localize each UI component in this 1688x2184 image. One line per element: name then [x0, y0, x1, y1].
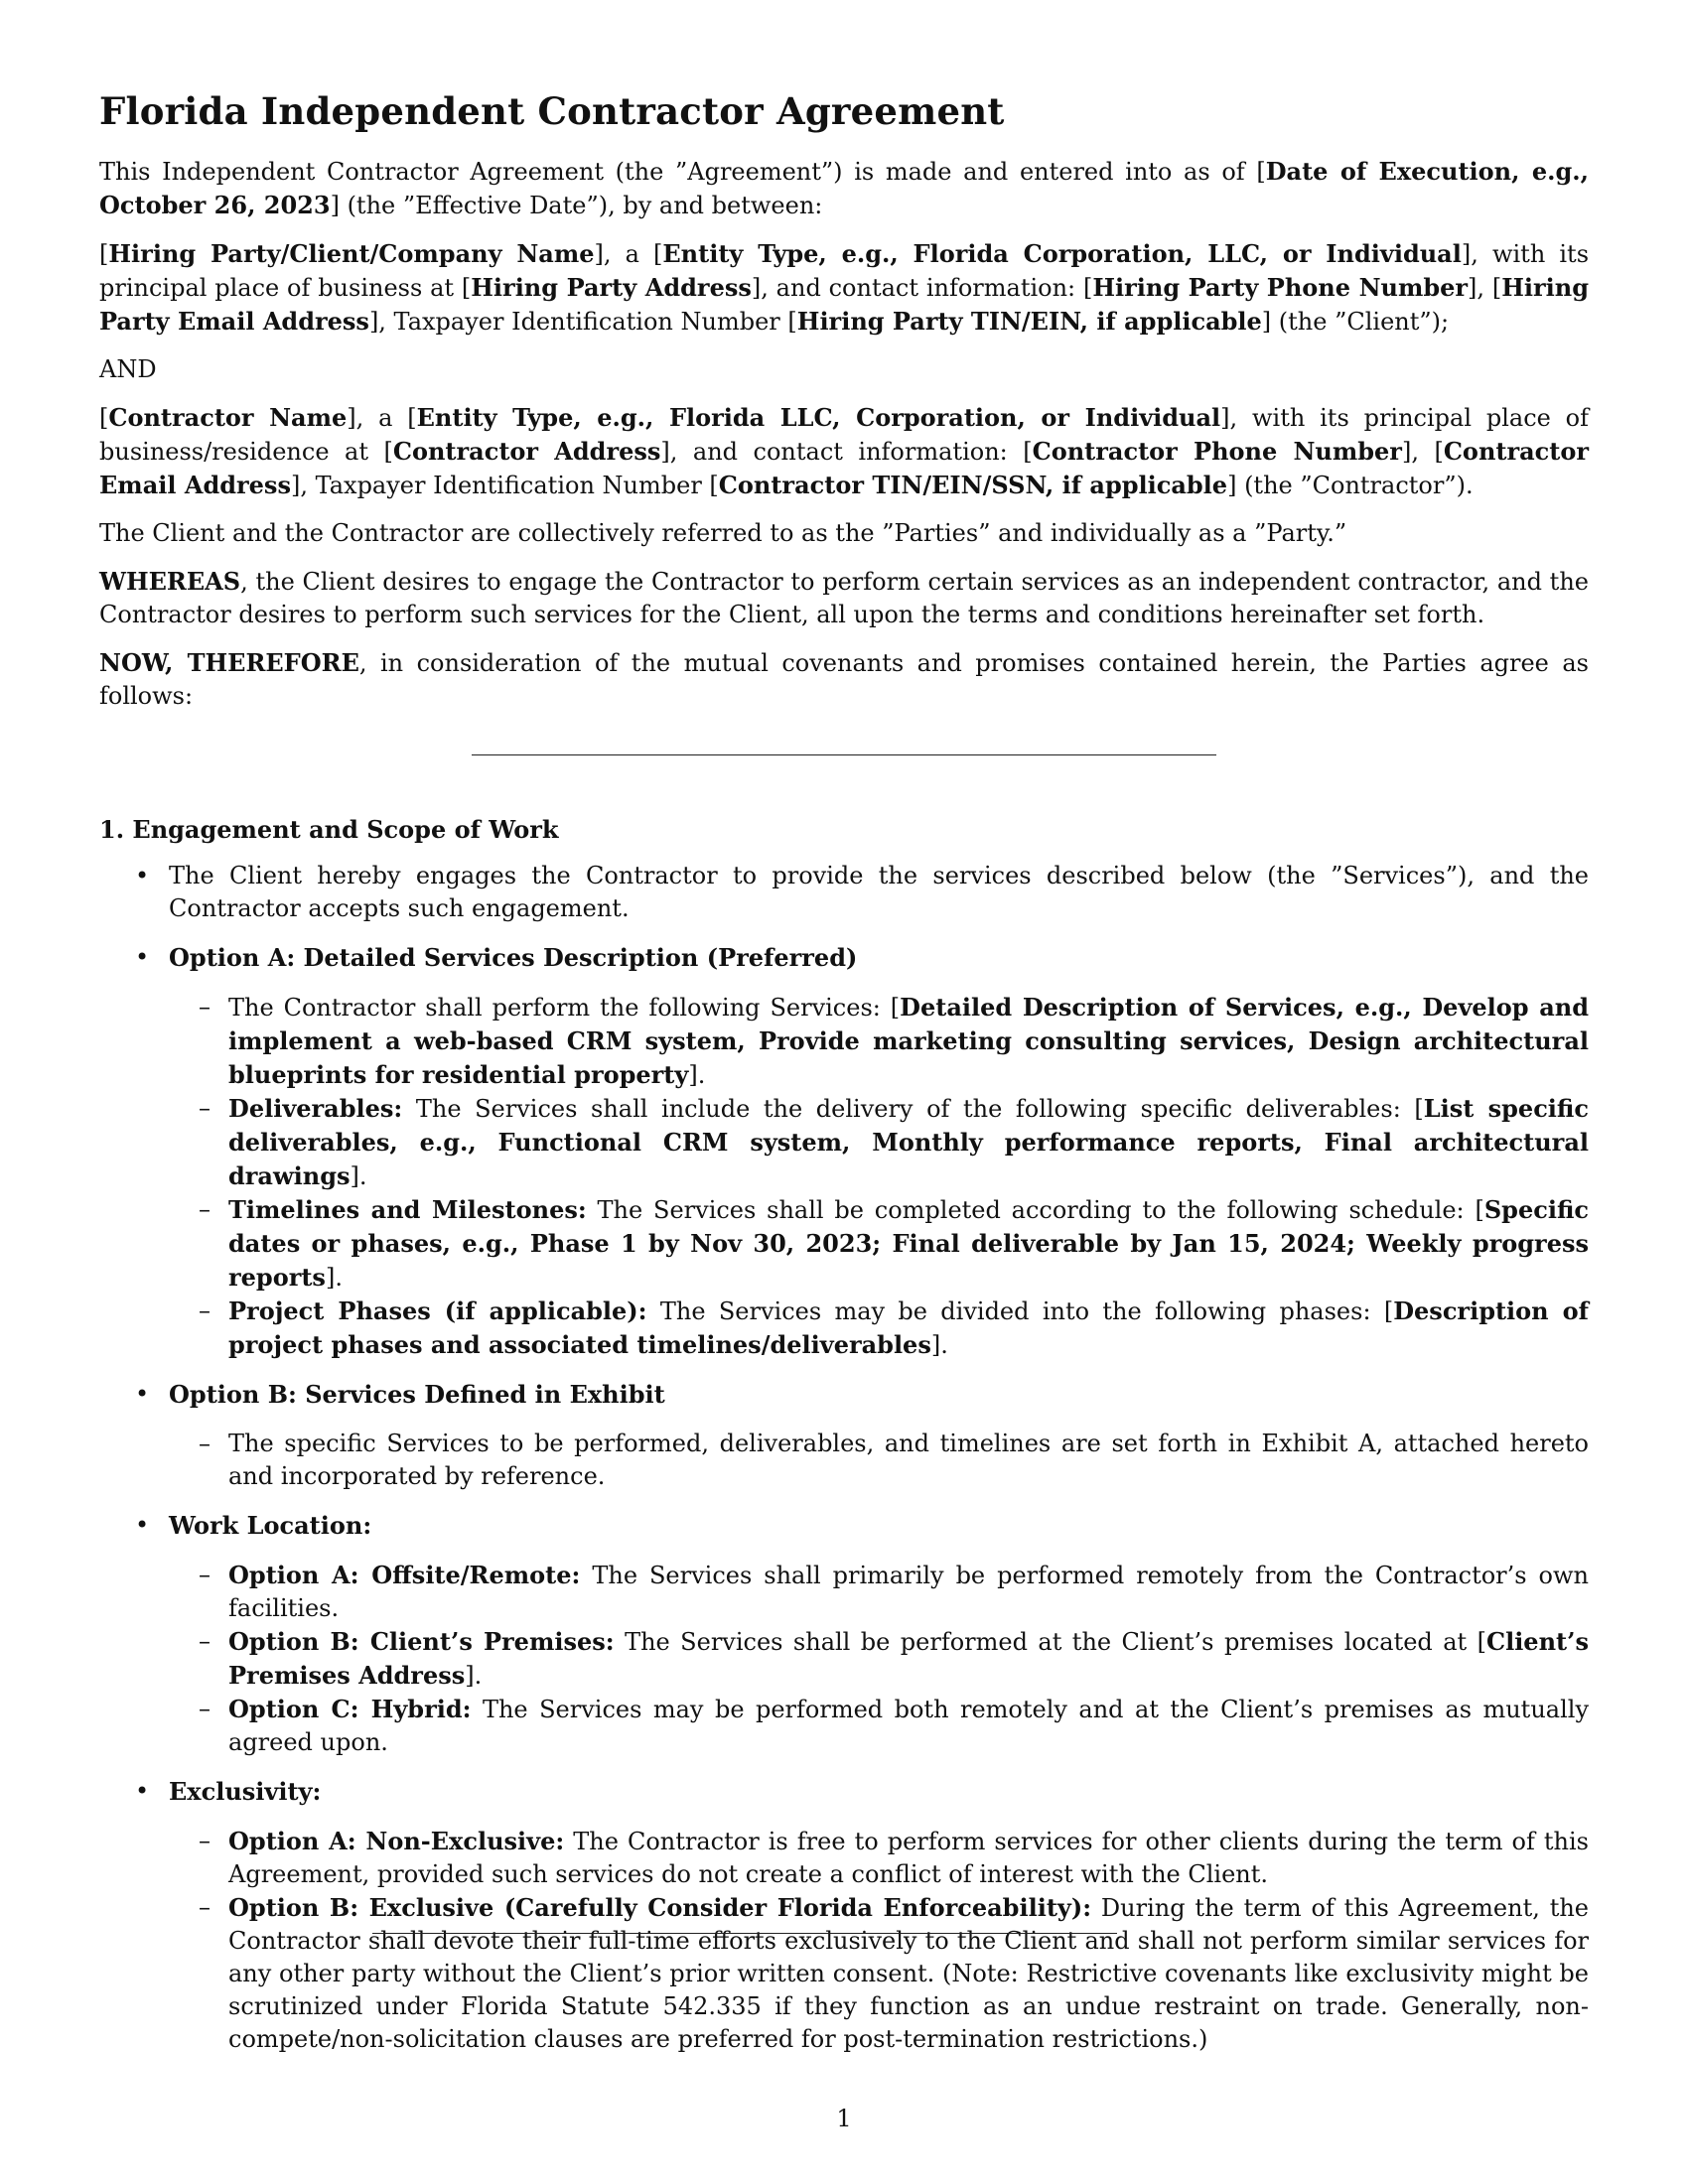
bullet-icon: •	[135, 1777, 150, 1805]
client-party-paragraph: [Hiring Party/Client/Company Name], a [Entity Type, e.g., Florida Corporation, LLC, or Individual], with its principal place of business at [Hiring Party Address], and contact information: [Hiring Party Phone Number], [Hiring Party Email Address], Taxpayer Identification Number [Hiring Party TIN/EIN, if applicable] (the ”Client”);	[99, 239, 1590, 336]
sub-list-item: – Option A: Offsite/Remote: The Services shall primarily be performed remotely from the Contractor’s own facilities.	[199, 1561, 1589, 1622]
sub-list-item: – The Contractor shall perform the following Services: [Detailed Description of Services, e.g., Develop and implement a web-based CRM system, Provide marketing consulting services, Design architectural blueprints for residential property].	[199, 993, 1589, 1089]
sub-list-item: – Option B: Client’s Premises: The Services shall be performed at the Client’s premises located at [Client’s Premises Address].	[199, 1627, 1589, 1690]
dash-icon: –	[199, 1561, 211, 1588]
whereas-clause: WHEREAS, the Client desires to engage the Contractor to perform certain services as an independent contractor, and the Contractor desires to perform such services for the Client, all upon the terms and conditions hereinafter set forth.	[99, 567, 1589, 628]
sub-list-item: – Option B: Exclusive (Carefully Consider Florida Enforceability): During the term of this Agreement, the Contractor shall devote their full-time efforts exclusively to the Client and shall not perform similar services for any other party without the Client’s prior written consent. (Note: Restrictive covenants like exclusivity might be scrutinized under Florida Statute 542.335 if they function as an undue restraint on trade. Generally, non-compete/non-solicitation clauses are preferred for post-termination restrictions.)	[199, 1893, 1590, 2053]
document-page	[99, 89, 1589, 2072]
bullet-icon: •	[135, 862, 150, 889]
dash-icon: –	[199, 993, 211, 1021]
sub-list	[169, 991, 1589, 1362]
horizontal-rule-bottom	[372, 1933, 1117, 1934]
dash-icon: –	[199, 1195, 211, 1223]
horizontal-rule	[472, 754, 1216, 755]
sub-list-item: – Deliverables: The Services shall include the delivery of the following specific deliverables: [List specific deliverables, e.g., Functional CRM system, Monthly performance reports, Final architectural drawings].	[199, 1094, 1589, 1190]
now-therefore-clause: NOW, THEREFORE, in consideration of the mutual covenants and promises contained herein, the Parties agree as follows:	[99, 648, 1589, 710]
list-item: • The Client hereby engages the Contractor to provide the services described below (the ”Services”), and the Contractor accepts such engagement.	[135, 862, 1589, 922]
list-item: • Option A: Detailed Services Description (Preferred) – The Contractor shall perform the following Services: [Detailed Description of Services, e.g., Develop and implement a web-based CRM system, Provide marketing consulting services, Design architectural blueprints for residential property]. – Deliverables: The Services shall include the delivery of the following specific deliverables: [List specific deliverables, e.g., Functional CRM system, Monthly performance reports, Final architectural drawings]. – Timelines and Milestones: The Services shall be completed according to the following schedule: [Specific dates or phases, e.g., Phase 1 by Nov 30, 2023; Final deliverable by Jan 15, 2024; Weekly progress reports]. – Project Phases (if applicable): The Services may be divided into the following phases: [Description of project phases and associated timelines/deliverables].	[99, 941, 1589, 1362]
section-list	[99, 860, 1589, 2056]
bullet-icon: •	[135, 1380, 150, 1408]
dash-icon: –	[199, 1094, 211, 1122]
list-item: • Option B: Services Defined in Exhibit – The specific Services to be performed, deliverables, and timelines are set forth in Exhibit A, attached hereto and incorporated by reference.	[99, 1378, 1589, 1493]
dash-icon: –	[199, 1893, 211, 1921]
list-item: • Exclusivity: – Option A: Non-Exclusive: The Contractor is free to perform services for other clients during the term of this Agreement, provided such services do not create a conflict of interest with the Client. – Option B: Exclusive (Carefully Consider Florida Enforceability): During the term of this Agreement, the Contractor shall devote their full-time efforts exclusively to the Client and shall not perform similar services for any other party without the Client’s prior written consent. (Note: Restrictive covenants like exclusivity might be scrutinized under Florida Statute 542.335 if they function as an undue restraint on trade. Generally, non-compete/non-solicitation clauses are preferred for post-termination restrictions.)	[99, 1775, 1589, 2056]
dash-icon: –	[199, 1627, 211, 1655]
sub-list-item: – Option C: Hybrid: The Services may be performed both remotely and at the Client’s premises as mutually agreed upon.	[199, 1695, 1590, 1756]
sub-list-item: – Project Phases (if applicable): The Services may be divided into the following phases: [Description of project phases and associated timelines/deliverables].	[199, 1297, 1590, 1359]
bullet-icon: •	[135, 943, 150, 971]
section-heading: 1. Engagement and Scope of Work	[99, 815, 559, 844]
dash-icon: –	[199, 1297, 211, 1324]
bullet-icon: •	[135, 1511, 150, 1539]
and-separator: AND	[99, 355, 157, 383]
contractor-party-paragraph: [Contractor Name], a [Entity Type, e.g., Florida LLC, Corporation, or Individual], with its principal place of business/residence at [Contractor Address], and contact information: [Contractor Phone Number], [Contractor Email Address], Taxpayer Identification Number [Contractor TIN/EIN/SSN, if applicable] (the ”Contractor”).	[99, 403, 1590, 499]
dash-icon: –	[199, 1695, 211, 1722]
page-title: Florida Independent Contractor Agreement	[99, 89, 1005, 133]
dash-icon: –	[199, 1827, 211, 1854]
list-item: • Work Location: – Option A: Offsite/Remote: The Services shall primarily be performed remotely from the Contractor’s own facilities. – Option B: Client’s Premises: The Services shall be performed at the Client’s premises located at [Client’s Premises Address]. – Option C: Hybrid: The Services may be performed both remotely and at the Client’s premises as mutually agreed upon.	[99, 1509, 1589, 1759]
sub-list	[169, 1428, 1589, 1493]
sub-list	[169, 1559, 1589, 1759]
sub-list	[169, 1825, 1589, 2056]
intro-paragraph: This Independent Contractor Agreement (the ”Agreement”) is made and entered into as of [Date of Execution, e.g., October 26, 2023] (the ”Effective Date”), by and between:	[99, 157, 1589, 219]
sub-list-item: – Timelines and Milestones: The Services shall be completed according to the following schedule: [Specific dates or phases, e.g., Phase 1 by Nov 30, 2023; Final deliverable by Jan 15, 2024; Weekly progress reports].	[199, 1195, 1590, 1292]
sub-list-item: – Option A: Non-Exclusive: The Contractor is free to perform services for other clients during the term of this Agreement, provided such services do not create a conflict of interest with the Client.	[199, 1827, 1589, 1888]
parties-definition: The Client and the Contractor are collectively referred to as the ”Parties” and individually as a ”Party.”	[99, 519, 1347, 547]
sub-list-item: – The specific Services to be performed, deliverables, and timelines are set forth in Exhibit A, attached hereto and incorporated by reference.	[199, 1430, 1589, 1490]
page-number: 1	[836, 2105, 852, 2132]
dash-icon: –	[199, 1430, 211, 1457]
